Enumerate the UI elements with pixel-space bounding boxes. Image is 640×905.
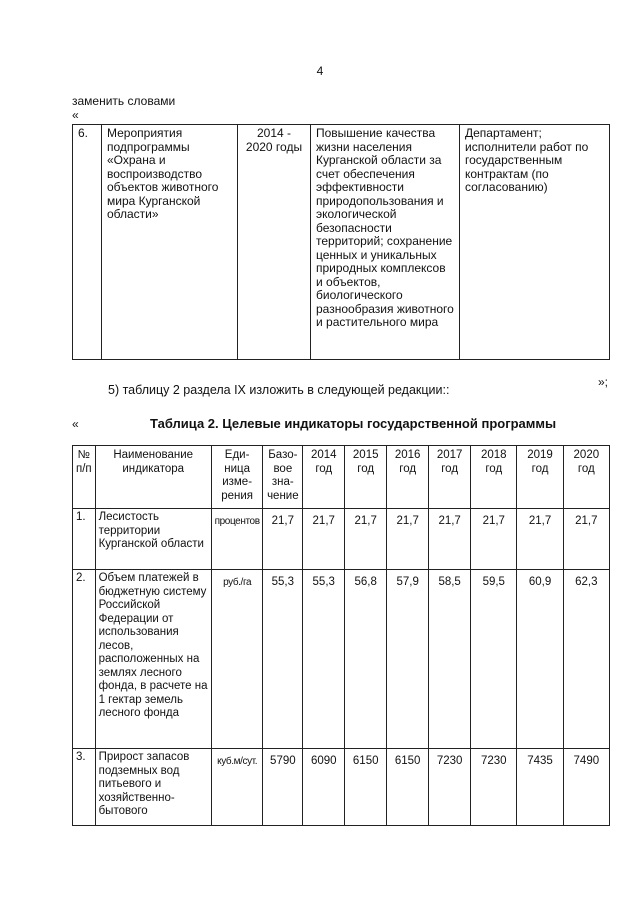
header-unit: Еди-ница изме-рения bbox=[211, 446, 263, 509]
row-value: 56,8 bbox=[345, 570, 387, 749]
activity-period: 2014 - 2020 годы bbox=[238, 125, 311, 360]
row-value: 57,9 bbox=[387, 570, 429, 749]
row-value: 7490 bbox=[563, 749, 609, 826]
row-unit: процентов bbox=[211, 509, 263, 570]
row-name: Объем платежей в бюджетную систему Российской Федерации от использования лесов, расположенных на землях лесного фонда, в расчете на 1 гектар земель лесного фонда bbox=[95, 570, 211, 749]
header-year: 2016 год bbox=[387, 446, 429, 509]
close-quote: »; bbox=[597, 375, 608, 389]
row-value: 58,5 bbox=[429, 570, 471, 749]
row-name: Лесистость территории Курганской области bbox=[95, 509, 211, 570]
row-value: 6150 bbox=[345, 749, 387, 826]
header-base: Базо-вое зна-чение bbox=[263, 446, 303, 509]
activity-table bbox=[72, 124, 610, 360]
table-row bbox=[73, 749, 610, 826]
header-num: № п/п bbox=[73, 446, 96, 509]
open-quote-2: « bbox=[72, 417, 79, 431]
header-year: 2017 год bbox=[429, 446, 471, 509]
row-base: 55,3 bbox=[263, 570, 303, 749]
row-base: 21,7 bbox=[263, 509, 303, 570]
row-value: 7230 bbox=[429, 749, 471, 826]
page-number: 4 bbox=[316, 64, 324, 78]
header-year: 2019 год bbox=[517, 446, 563, 509]
table-header-row bbox=[73, 446, 610, 509]
row-num: 2. bbox=[73, 570, 96, 749]
row-value: 59,5 bbox=[471, 570, 517, 749]
row-value: 21,7 bbox=[563, 509, 609, 570]
row-num: 3. bbox=[73, 749, 96, 826]
indicators-table bbox=[72, 445, 610, 826]
row-value: 55,3 bbox=[303, 570, 345, 749]
header-year: 2015 год bbox=[345, 446, 387, 509]
activity-number: 6. bbox=[73, 125, 102, 360]
row-name: Прирост запасов подземных вод питьевого и хозяйственно-бытового bbox=[95, 749, 211, 826]
activity-result: Повышение качества жизни населения Курганской области за счет обеспечения эффективности природопользования и экологической безопасности территорий; сохранение ценных и уникальных природных комплексов и объектов, биологического разнообразия животного и растительного мира bbox=[311, 125, 460, 360]
activity-executor: Департамент; исполнители работ по государственным контрактам (по согласованию) bbox=[460, 125, 610, 360]
header-year: 2014 год bbox=[303, 446, 345, 509]
header-name: Наименование индикатора bbox=[95, 446, 211, 509]
row-value: 6150 bbox=[387, 749, 429, 826]
open-quote-1: « bbox=[72, 108, 79, 122]
row-value: 21,7 bbox=[345, 509, 387, 570]
row-value: 21,7 bbox=[517, 509, 563, 570]
activity-name: Мероприятия подпрограммы «Охрана и воспроизводство объектов животного мира Курганской области» bbox=[102, 125, 238, 360]
row-value: 21,7 bbox=[303, 509, 345, 570]
row-value: 21,7 bbox=[387, 509, 429, 570]
row-unit: куб.м/сут. bbox=[211, 749, 263, 826]
header-year: 2020 год bbox=[563, 446, 609, 509]
item-5-text: 5) таблицу 2 раздела IX изложить в следующей редакции:: bbox=[108, 383, 450, 397]
header-year: 2018 год bbox=[471, 446, 517, 509]
table-row bbox=[73, 570, 610, 749]
row-num: 1. bbox=[73, 509, 96, 570]
table-row bbox=[73, 509, 610, 570]
row-value: 7230 bbox=[471, 749, 517, 826]
row-value: 6090 bbox=[303, 749, 345, 826]
row-unit: руб./га bbox=[211, 570, 263, 749]
row-value: 60,9 bbox=[517, 570, 563, 749]
table-row bbox=[73, 125, 610, 360]
row-value: 7435 bbox=[517, 749, 563, 826]
row-value: 21,7 bbox=[429, 509, 471, 570]
row-value: 62,3 bbox=[563, 570, 609, 749]
replace-words-line: заменить словами bbox=[72, 94, 176, 108]
row-value: 21,7 bbox=[471, 509, 517, 570]
table2-title: Таблица 2. Целевые индикаторы государственной программы bbox=[150, 416, 557, 431]
row-base: 5790 bbox=[263, 749, 303, 826]
